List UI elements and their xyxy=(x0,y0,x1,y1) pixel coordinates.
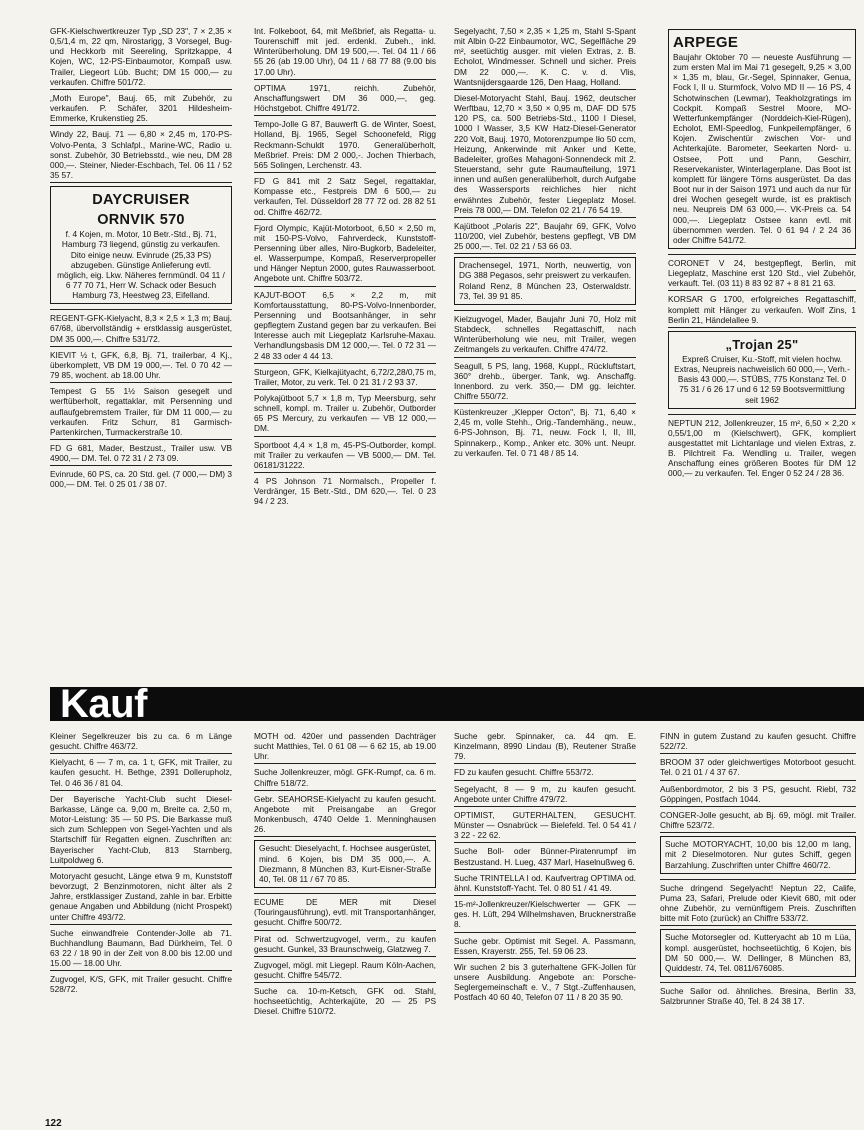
classified-ad xyxy=(254,794,436,835)
listing-column xyxy=(660,731,856,1008)
section-banner xyxy=(50,687,864,721)
ad-text: KIEVIT ½ t, GFK, 6,8, Bj. 71, trailerbar, 4 Kj., überkomplett, VB DM 19 000,—. Tel. 0 70 42 — 79 85, wochent. ab 18.00 Uhr. xyxy=(50,349,232,381)
classified-ad xyxy=(660,757,856,777)
classified-ad xyxy=(454,962,636,1003)
ad-text: f. 4 Kojen, m. Motor, 10 Betr.-Std., Bj. 71, Hamburg 73 liegend, günstig zu verkaufen. Dito einige neuw. Evinrude (25,33 PS) abzugeben. Günstige Anlieferung evtl. möglich, eig. Lkw. Näheres fernmündl. 04 11 / 6 77 70 71, Herr W. Schack oder Besuch Hamburg 73, Heestweg 23, Eifelland. xyxy=(57,229,225,301)
ad-text: Der Bayerische Yacht-Club sucht Diesel-Barkasse, Länge ca. 9,00 m, Breite ca. 2,50 m, Motor-Leistung: 35 — 50 PS. Die Barkasse muß sich zum Schleppen von Segel-Yachten und als Startschiff für Regatten eignen. Zuschriften an: Bayerischer Yacht-Club, 813 Starnberg, Luitpoldweg 6. xyxy=(50,793,232,865)
classified-ad xyxy=(50,186,232,304)
ad-text: Kielyacht, 6 — 7 m, ca. 1 t, GFK, mit Trailer, zu kaufen gesucht. H. Bethge, 2391 Dollerupholz, Tel. 0 46 36 / 81 04. xyxy=(50,757,232,788)
ad-divider xyxy=(254,982,436,983)
listing-column xyxy=(254,731,436,1019)
ad-text: Pirat od. Schwertzugvogel, verm., zu kaufen gesucht. Gunkel, 33 Braunschweig, Glatzweg 7. xyxy=(254,933,436,954)
ad-text: Kleiner Segelkreuzer bis zu ca. 6 m Länge gesucht. Chiffre 463/72. xyxy=(50,731,232,752)
ad-divider xyxy=(50,382,232,383)
ad-text: Küstenkreuzer „Klepper Octon", Bj. 71, 6,40 × 2,45 m, volle Stehh., Orig.-Tandemhäng., neuw., 6-PS-Johnson, Bj. 71, neuw. Fock I, II, III, Spinnakerp., Komp., Anker etc. 30% unt. Neupr. zu verkaufen. Tel. 0 71 48 / 85 14. xyxy=(454,407,636,458)
ad-divider xyxy=(254,836,436,837)
ad-text: Suche einwandfreie Contender-Jolle ab 71. Buchhandlung Baumann, Bad Dürkheim, Tel. 0 63 22 / 18 90 in der Zeit von 8.00 bis 12.00 und 15.00 — 18.00 Uhr. xyxy=(50,927,232,969)
ad-text: Gesucht: Dieselyacht, f. Hochsee ausgerüstet, mind. 6 Kojen, bis DM 35 000,—. A. Diezmann, 8 München 83, Kurt-Eisner-Straße 40, Tel. 08 11 / 67 70 85. xyxy=(259,843,431,884)
ad-divider xyxy=(454,89,636,90)
section-title: Kauf xyxy=(60,682,147,726)
classified-ad xyxy=(660,810,856,830)
ad-text: Suche gebr. Optimist mit Segel. A. Passmann, Essen, Krayerstr. 255, Tel. 59 06 23. xyxy=(454,935,636,956)
ad-headline: DAYCRUISER xyxy=(92,192,190,209)
ad-divider xyxy=(254,436,436,437)
ad-divider xyxy=(254,930,436,931)
ad-text: Expreß Cruiser, Ku.-Stoff, mit vielen hochw. Extras, Neupreis nachweislich 60 000,—, Verh.-Basis 43 000,—. STÜBS, 775 Konstanz Tel. 0 75 31 / 6 26 17 und 6 12 59 Bootsvermittlung seit 1962 xyxy=(674,353,850,405)
ad-divider xyxy=(668,290,856,291)
ad-divider xyxy=(454,932,636,933)
ad-text: Diesel-Motoryacht Stahl, Bauj. 1962, deutscher Werftbau, 12,70 × 3,50 × 0,95 m, DAF DD 575 120 PS, ca. 500 Betriebs-Std., 1100 l Diesel, 1000 l Wasser, 3,5 KW Hatz-Diesel-Generator 220 Volt, Bauj. 1970, Motorenzpumpe Iło 50 ccm, Heizung, Ankerwinde mit Anker und Kette, Badeleiter, großes Mahagoni-Sonnendeck mit 2. Steuerstand, sehr gute Raumaufteilung, 1971 innen und außen generalüberholt, durch Aufgabe des Wassersports reichliches hier nicht erwähntes Zubehör, fester Liegeplatz Mosel. Preis 78 000,— DM. Telefon 02 21 / 76 54 19. xyxy=(454,92,636,215)
classified-ad xyxy=(254,223,436,284)
ad-divider xyxy=(254,763,436,764)
ad-divider xyxy=(454,763,636,764)
ad-text: Evinrude, 60 PS, ca. 20 Std. gel. (7 000,— DM) 3 000,— DM. Tel. 0 25 01 / 38 07. xyxy=(50,469,232,490)
classified-ad xyxy=(454,810,636,840)
classified-ad xyxy=(454,873,636,893)
classified-ad xyxy=(254,176,436,217)
ad-divider xyxy=(660,982,856,983)
classified-ad xyxy=(454,784,636,804)
classified-ad xyxy=(50,386,232,437)
ad-divider xyxy=(50,309,232,310)
ad-text: Baujahr Oktober 70 — neueste Ausführung — zum ersten Mal im Mai 71 gesegelt, 9,25 × 3,00 × 1,35 m, blau, Gr.-Segel, Spinnaker, Genua, Fock I, II u. Sturmfock, Volvo MD II — 16 PS, 4 Schotwinschen (Lewmar), Teakholzgratings im Cockpit. Kompaß Sestrel Moore, MO-Wetterfunkempfänger (Norddeich-Kiel-Rügen), Echolot, EMI-Speedlog, Funkpeilempfänger, 6 Kojen. Zwischentür zwischen Vor- und Achterkajüte. Barometer, Seekarten Nord- u. Ostsee, Pott und Pann, Geschirr, Reservekanister, Winterlagerplane. Das Boot ist komplett für längere Törns ausgerüstet. Da das Boot nur in der Saison 1971 und auch da nur für drei Wochen gesegelt wurde, ist es praktisch neu. Neupreis DM 63 000,—. VK-Preis ca. 54 000,—. Liegeplatz Ostsee kann evtl. mit übernommen werden. Tel. 0 61 94 / 2 24 36 oder Chiffre 541/72. xyxy=(673,52,851,245)
ad-text: Segelyacht, 8 — 9 m, zu kaufen gesucht. Angebote unter Chiffre 479/72. xyxy=(454,783,636,804)
ad-divider xyxy=(50,790,232,791)
classified-ad xyxy=(454,899,636,929)
classified-ad xyxy=(254,731,436,761)
ad-text: Tempo-Jolle G 87, Bauwerft G. de Winter, Soest, Holland, Bj. 1965, Segel Schoonefeld, Rigg Reckmann-Schuldt 1970. Generalüberholt, Meßbrief. Preis: DM 2 000,-. Jochen Thierbach, 565 Solingen, Lerchenstr. 43. xyxy=(254,119,436,170)
ad-divider xyxy=(454,357,636,358)
ad-text: Suche gebr. Spinnaker, ca. 44 qm. E. Kinzelmann, 8990 Lindau (B), Reutener Straße 79. xyxy=(454,731,636,762)
classified-ad xyxy=(50,26,232,87)
classified-ad xyxy=(50,93,232,123)
ad-text: 15-m²-Jollenkreuzer/Kielschwerter — GFK — ges. H. Lüft, 294 Wilhelmshaven, Brucknerstraße 8. xyxy=(454,899,636,930)
ad-text: Kajütboot „Polaris 22", Baujahr 69, GFK, Volvo 110/200, viel Zubehör, bestens gepflegt, VB DM 25 000,—. Tel. 02 21 / 53 66 03. xyxy=(454,220,636,252)
ad-divider xyxy=(50,867,232,868)
classified-ad xyxy=(254,83,436,113)
ad-divider xyxy=(50,182,232,183)
classified-ad xyxy=(50,794,232,865)
ad-text: Tempest G 55 1½ Saison gesegelt und werftüberholt, regattaklar, mit Persenning und auflaufgebremstem Trailer, für DM 11 000,— zu verkaufen. Fritz Schurr, 81 Garmisch-Partenkirchen, Turmackerstraße 10. xyxy=(50,386,232,437)
classified-ad xyxy=(660,986,856,1006)
ad-text: CORONET V 24, bestgepflegt, Berlin, mit Liegeplatz, Maschine erst 120 Std., viel Zubehör, verkauft. Tel. (03 11) 8 83 92 87 + 8 81 21 63. xyxy=(668,257,856,289)
classified-ad xyxy=(454,221,636,251)
ad-divider xyxy=(50,346,232,347)
ad-text: Suche Boll- oder Bünner-Piratenrumpf im Bestzustand. H. Lueg, 437 Marl, Haselnußweg 6. xyxy=(454,846,636,867)
ad-text: „Moth Europe", Bauj. 65, mit Zubehör, zu verkaufen. P. Schäfer, 3201 Hildesheim-Emmerke, Krukenstieg 25. xyxy=(50,92,232,124)
classified-ad xyxy=(50,928,232,969)
ad-text: Segelyacht, 7,50 × 2,35 × 1,25 m, Stahl S-Spant mit Albin 0-22 Einbaumotor, WC, Segelfläche 29 m², seetüchtig ausger. mit vielen Extras, z. B. Echolot, Windmesser. Schnell und sicher. Preis DM 22 000,—. K. C. v. d. Vlis, Wantsnijdersgaarde 126, Den Haag, Holland. xyxy=(454,26,636,87)
ad-text: Wir suchen 2 bis 3 guterhaltene GFK-Jollen für unsere Ausbildung. Angebote an: Porsche-Seglergemeinschaft e. V., 7 Stgt.-Zuffenhausen, Postfach 40 60 40, Telefon 07 11 / 8 20 35 90. xyxy=(454,961,636,1003)
ad-text: Polykajütboot 5,7 × 1,8 m, Typ Meersburg, sehr schnell, kompl. m. Trailer u. Zubehör, Outborder 65 PS Mercury, zu verkaufen — VB 12 000,— DM. xyxy=(254,393,436,434)
ad-divider xyxy=(50,89,232,90)
ad-text: Motoryacht gesucht, Länge etwa 9 m, Kunststoff bevorzugt, 2 Benzinmotoren, nicht älter als 2 Jahre, erstklassiger Zustand, zahle in bar. Erbitte genaue Angaben und Abbildung (nicht Prospekt) unter Chiffre 493/72. xyxy=(50,870,232,922)
ad-text: Suche ca. 10-m-Ketsch, GFK od. Stahl, hochseetüchtig, Achterkajüte, 20 — 25 PS Diesel. Chiffre 510/72. xyxy=(254,986,436,1017)
ad-text: Suche Sailor od. ähnliches. Bresina, Berlin 33, Salzbrunner Straße 40, Tel. 8 24 38 17. xyxy=(660,985,856,1007)
ad-text: Sturgeon, GFK, Kielkajütyacht, 6,72/2,28/0,75 m, Trailer, Motor, zu verk. Tel. 0 21 31 / 2 93 37. xyxy=(254,366,436,387)
classified-ad xyxy=(454,767,636,777)
ad-text: Kielzugvogel, Mader, Baujahr Juni 70, Holz mit Stabdeck, schnelles Regattaschiff, nach Winterüberholung wie neu, mit Trailer, wegen Zeitmangels zu verkaufen. Chiffre 474/72. xyxy=(454,313,636,355)
classified-ad xyxy=(254,393,436,434)
classified-ad xyxy=(454,731,636,761)
ad-text: FD G 681, Mader, Bestzust., Trailer usw. VB 4900,— DM. Tel. 0 72 31 / 2 73 09. xyxy=(50,443,232,464)
classified-ad xyxy=(254,840,436,888)
ad-divider xyxy=(660,806,856,807)
ad-text: Suche MOTORYACHT, 10,00 bis 12,00 m lang, mit 2 Dieselmotoren. Nur gutes Schiff, gegen Barzahlung. Zuschriften unter Chiffre 460/72. xyxy=(665,839,851,870)
ad-divider xyxy=(454,842,636,843)
ad-divider xyxy=(660,780,856,781)
ad-text: Int. Folkeboot, 64, mit Meßbrief, als Regatta- u. Tourenschiff mit jed. erdenkl. Zubeh., inkl. Winterüberholung. DM 19 500,—. Tel. 04 11 / 66 55 26 (ab 19.00 Uhr), 04 11 / 68 77 88 (9.00 bis 17.00 Uhr). xyxy=(254,26,436,77)
ad-divider xyxy=(254,472,436,473)
ad-text: Suche Motorsegler od. Kutteryacht ab 10 m Lüa, kompl. ausgerüstet, hochseetüchtig, 6 Kojen, bis DM 50 000,—. W. Dellinger, 8 München 83, Quiddestr. 74, Tel. 0811/676085. xyxy=(665,932,851,973)
classified-ad xyxy=(668,294,856,324)
ad-text: Zugvogel, mögl. mit Liegepl. Raum Köln-Aachen, gesucht. Chiffre 545/72. xyxy=(254,959,436,980)
ad-text: Windy 22, Bauj. 71 — 6,80 × 2,45 m, 170-PS-Volvo-Penta, 3 Schlafpl., Marine-WC, Radio u. sonst. Zubehör, 30 Betriebsstd., wie neu, DM 28 000,—. Steiner, Nieder-Eschbach, Tel. 06 11 / 52 35 57. xyxy=(50,129,232,181)
classified-ad xyxy=(50,469,232,489)
ad-text: KORSAR G 1700, erfolgreiches Regattaschiff, komplett mit Hänger zu verkaufen. Wolf Zins, 1 Berlin 21, Händelallee 9. xyxy=(668,294,856,325)
ad-text: FD G 841 mit 2 Satz Segel, regattaklar, Kompasse etc., Festpreis DM 6 500,— zu verkaufen, Tel. Düsseldorf 28 77 72 od. 28 82 51 od. Chiffre 462/72. xyxy=(254,176,436,217)
ad-divider xyxy=(50,753,232,754)
ad-divider xyxy=(50,439,232,440)
classified-ad xyxy=(668,418,856,479)
classified-ad xyxy=(254,26,436,77)
ad-divider xyxy=(454,869,636,870)
ad-text: NEPTUN 212, Jollenkreuzer, 15 m², 6,50 × 2,20 × 0,55/1,00 m (Kielschwert), GFK, kompliert ausgestattet mit Lichtanlage und vielen Extras, z. B. Pilchtreit Fa. Wendling u. Trailer, wegen Anschaffung eines größeren Bootes für DM 12 000,— zu verkaufen. Tel. Enger 0 52 24 / 28 36. xyxy=(668,417,856,479)
ad-divider xyxy=(254,389,436,390)
listing-column xyxy=(50,26,232,492)
ad-text: Drachensegel, 1971, North, neuwertig, von DG 388 Pegasos, sehr preiswert zu verkaufen. Roland Renz, 8 München 23, Osterwaldstr. 73, Tel. 39 91 85. xyxy=(459,260,632,301)
listing-column xyxy=(668,26,856,481)
ad-divider xyxy=(668,414,856,415)
classified-ad xyxy=(254,960,436,980)
ad-text: FD zu kaufen gesucht. Chiffre 553/72. xyxy=(454,767,594,778)
ad-divider xyxy=(254,790,436,791)
ad-text: Außenbordmotor, 2 bis 3 PS, gesucht. Riebl, 732 Göppingen, Postfach 1044. xyxy=(660,783,856,804)
classified-ad xyxy=(660,731,856,751)
ad-divider xyxy=(254,893,436,894)
classified-ad xyxy=(254,767,436,787)
classified-ad xyxy=(454,407,636,458)
ad-text: OPTIMA 1971, reichh. Zubehör, Anschaffungswert DM 36 000,—, geg. Höchstgebot. Chiffre 491/72. xyxy=(254,82,436,114)
ad-divider xyxy=(254,115,436,116)
listing-column xyxy=(454,731,636,1004)
classified-ad xyxy=(254,986,436,1016)
classified-ad xyxy=(454,361,636,402)
ad-divider xyxy=(668,254,856,255)
classified-ad xyxy=(668,258,856,288)
classified-ad xyxy=(254,934,436,954)
classified-ad xyxy=(254,367,436,387)
classified-ad xyxy=(50,757,232,787)
listing-column xyxy=(50,731,232,997)
ad-divider xyxy=(254,219,436,220)
listing-column xyxy=(254,26,436,509)
ad-divider xyxy=(50,924,232,925)
ad-divider xyxy=(660,925,856,926)
ad-text: 4 PS Johnson 71 Normalsch., Propeller f. Verdränger, 15 Betr.-Std., DM 620,—. Tel. 0 23 94 / 2 23. xyxy=(254,476,436,507)
ad-divider xyxy=(454,217,636,218)
ad-text: Suche dringend Segelyacht! Neptun 22, Calife, Puma 23, Safari, Prelude oder Kievit 680, mit oder ohne Zubehör, zu vernünftigem Preis. Zuschriften bitte mit Foto (zurück) an Chiffre 533/72. xyxy=(660,882,856,924)
ad-divider xyxy=(454,780,636,781)
ad-text: Fjord Olympic, Kajüt-Motorboot, 6,50 × 2,50 m, mit 150-PS-Volvo, Fahrverdeck, Kunststoff-Persenning über alles, Niro-Bugkorb, Badeleiter, el. Wasserpumpe, Kompaß, Reserverpropeller und Hänger Neptun 2000, gutes Rauwasserboot. Angebote unt. Chiffre 503/72. xyxy=(254,222,436,284)
ad-text: Suche TRINTELLA I od. Kaufvertrag OPTIMA od. ähnl. Kunststoff-Yacht. Tel. 0 80 51 / 41 49. xyxy=(454,872,636,893)
ad-divider xyxy=(454,310,636,311)
classified-ad xyxy=(254,476,436,506)
classified-ad xyxy=(454,93,636,215)
classified-ad xyxy=(660,784,856,804)
ad-text: BROOM 37 oder gleichwertiges Motorboot gesucht. Tel. 0 21 01 / 4 37 67. xyxy=(660,757,856,778)
ad-divider xyxy=(254,956,436,957)
ad-divider xyxy=(454,253,636,254)
classified-ad xyxy=(668,29,856,249)
classified-ad xyxy=(454,846,636,866)
classified-ad xyxy=(660,883,856,924)
ad-divider xyxy=(454,403,636,404)
ad-divider xyxy=(254,79,436,80)
classified-ad xyxy=(50,731,232,751)
classified-ad xyxy=(454,257,636,305)
ad-text: Seagull, 5 PS, lang, 1968, Kuppl., Rückluftstart, 360° drehb., überger. Tank, wg. Anschaffg. Innenbord. zu verk. 350,— DM gg. leichter. Chiffre 550/72. xyxy=(454,360,636,401)
classified-ad xyxy=(660,836,856,873)
ad-text: FINN in gutem Zustand zu kaufen gesucht. Chiffre 522/72. xyxy=(660,731,856,752)
ad-text: KAJUT-BOOT 6,5 × 2,2 m, mit Komfortausstattung, 80-PS-Volvo-Innenborder, Persenning und Bootsanhänger, in sehr gepflegtem Zustand gegen bar zu verkaufen. Bei Interesse auch mit Liegeplatz Karlsruhe-Maxau. Verhandlungsbasis DM 12 000,—. Tel. 0 72 31 — 2 48 33 oder 4 44 13. xyxy=(254,289,436,361)
ad-divider xyxy=(660,832,856,833)
ad-text: Sportboot 4,4 × 1,8 m, 45-PS-Outborder, kompl. mit Trailer zu verkaufen — VB 5000,— DM. Tel. 06181/31222. xyxy=(254,439,436,470)
ad-divider xyxy=(660,879,856,880)
ad-headline-2: ORNVIK 570 xyxy=(97,212,185,229)
listing-column xyxy=(454,26,636,460)
ad-text: Zugvogel, K/S, GFK, mit Trailer gesucht. Chiffre 528/72. xyxy=(50,974,232,995)
ad-text: Suche Jollenkreuzer, mögl. GFK-Rumpf, ca. 6 m. Chiffre 518/72. xyxy=(254,767,436,788)
classified-ad xyxy=(50,871,232,922)
classified-ad xyxy=(50,129,232,180)
classified-ad xyxy=(254,440,436,470)
classified-ad xyxy=(454,314,636,355)
ad-divider xyxy=(50,125,232,126)
ad-text: OPTIMIST, GUTERHALTEN, GESUCHT. Münster — Osnabrück — Bielefeld. Tel. 0 54 41 / 3 22 - 22 62. xyxy=(454,809,636,841)
classified-ad xyxy=(50,443,232,463)
ad-divider xyxy=(50,970,232,971)
ad-divider xyxy=(454,806,636,807)
classified-ad xyxy=(254,897,436,927)
classified-ad xyxy=(454,936,636,956)
ad-headline: „Trojan 25" xyxy=(725,336,799,352)
ad-text: REGENT-GFK-Kielyacht, 8,3 × 2,5 × 1,3 m; Bauj. 67/68, übervollständig + erstklassig ausgerüstet, DM 35 000,—. Chiffre 531/72. xyxy=(50,313,232,344)
ad-text: Gebr. SEAHORSE-Kielyacht zu kaufen gesucht. Angebote mit Preisangabe an Gregor Monkenbusch, 4740 Oelde 1. Menninghausen 26. xyxy=(254,793,436,835)
classified-ad xyxy=(50,313,232,343)
classified-ad xyxy=(254,119,436,170)
ad-divider xyxy=(254,363,436,364)
classified-ad xyxy=(660,929,856,977)
classified-ad xyxy=(50,974,232,994)
ad-divider xyxy=(454,895,636,896)
classified-ad xyxy=(454,26,636,87)
ad-text: ECUME DE MER mit Diesel (Touringausführung), evtl. mit Transportanhänger, gesucht. Chiffre 500/72. xyxy=(254,897,436,928)
ad-divider xyxy=(454,958,636,959)
classified-ad xyxy=(50,350,232,380)
ad-text: CONGER-Jolle gesucht, ab Bj. 69, mögl. mit Trailer. Chiffre 523/72. xyxy=(660,809,856,831)
ad-text: MOTH od. 420er und passenden Dachträger sucht Matthies, Tel. 0 61 08 — 6 62 15, ab 19.00 Uhr. xyxy=(254,731,436,762)
ad-text: GFK-Kielschwertkreuzer Typ „SD 23", 7 × 2,35 × 0,5/1,4 m, 22 qm, Nirostarigg, 3 Vorsegel, Bug- und Heckkorb mit Seereling, Spritzkappe, 4 Kojen, WC, 12-PS-Einbaumotor, Kompaß usw. Trailer, Liegeort Lüb. Bucht; DM 15 000,— zu verkaufen. Chiffre 501/72. xyxy=(50,26,232,87)
ad-divider xyxy=(668,327,856,328)
ad-divider xyxy=(660,753,856,754)
classified-ad xyxy=(668,331,856,409)
ad-divider xyxy=(254,172,436,173)
ad-divider xyxy=(254,286,436,287)
ad-headline: ARPEGE xyxy=(673,34,739,51)
classified-ad xyxy=(254,290,436,361)
page-number: 122 xyxy=(45,1118,62,1129)
ad-divider xyxy=(50,465,232,466)
